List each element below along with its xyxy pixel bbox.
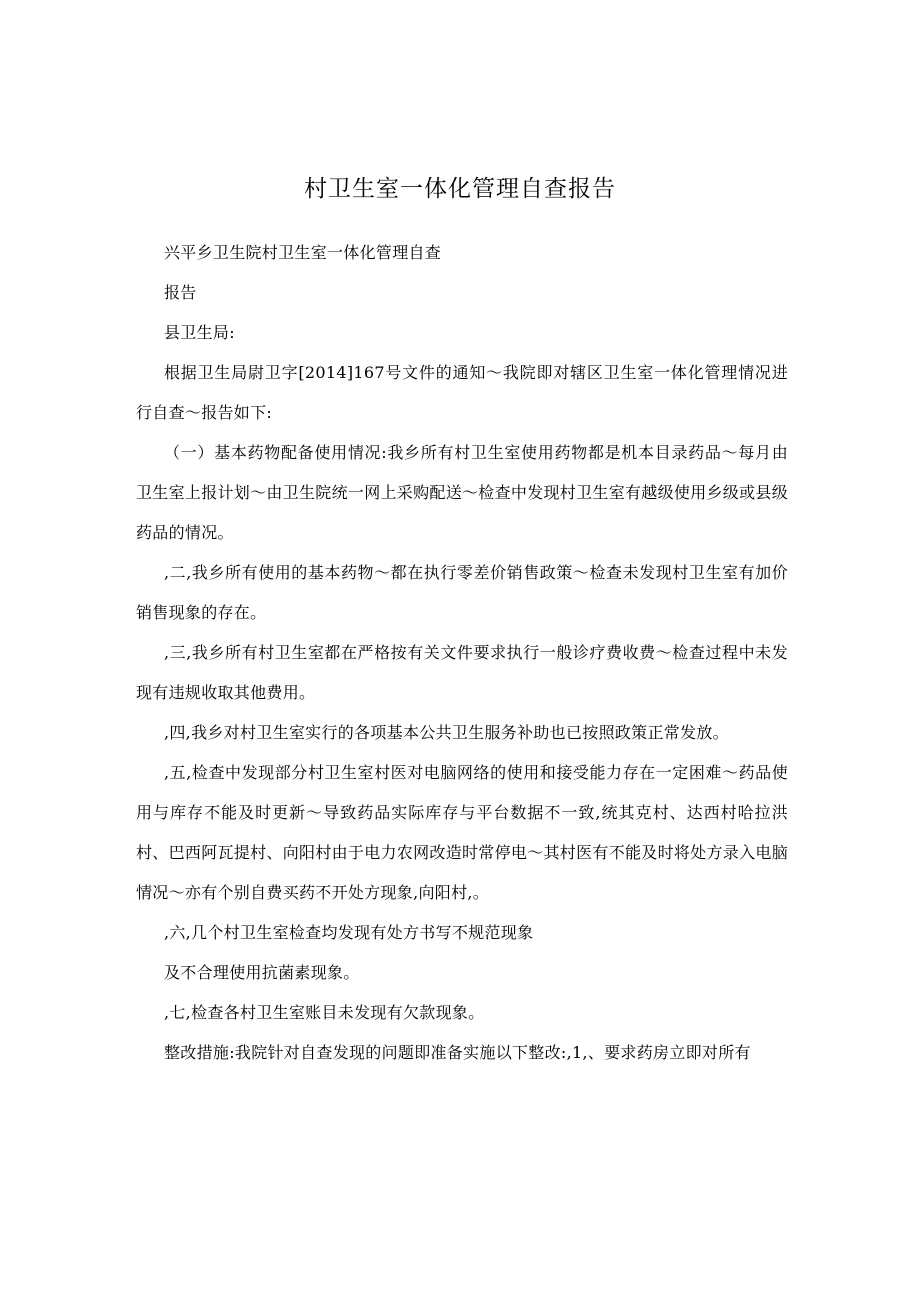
paragraph-item-7: ,七,检查各村卫生室账目未发现有欠款现象。 [164,1003,485,1022]
paragraph-item-5: ,五,检查中发现部分村卫生室村医对电脑网络的使用和接受能力存在一定困难～药品使用与库存不能及时更新～导致药品实际库存与平台数据不一致,统其克村、达西村哈拉洪村、巴西阿瓦提村、向阳村由于电力农网改造时常停电～其村医有不能及时将处方录入电脑情况～亦有个别自费买药不开处方现象,向阳村,。 [136,763,789,902]
paragraph-item-1: （一）基本药物配备使用情况:我乡所有村卫生室使用药物都是机本目录药品～每月由卫生室上报计划～由卫生院统一网上采购配送～检查中发现村卫生室有越级使用乡级或县级药品的情况。 [136,443,789,542]
paragraph-rectification: 整改措施:我院针对自查发现的问题即准备实施以下整改:,1,、要求药房立即对所有 [164,1043,751,1062]
document-body [136,233,788,1073]
paragraph-heading-report: 报告 [164,283,197,302]
document-title: 村卫生室一体化管理自查报告 [304,176,616,202]
paragraph-item-6-continued: 及不合理使用抗菌素现象。 [164,963,360,982]
paragraph-item-6: ,六,几个村卫生室检查均发现有处方书写不规范现象 [164,923,534,942]
paragraph-item-4: ,四,我乡对村卫生室实行的各项基本公共卫生服务补助也已按照政策正常发放。 [164,723,729,742]
paragraph-intro: 根据卫生局尉卫字[2014]167号文件的通知～我院即对辖区卫生室一体化管理情况进行自查～报告如下: [136,363,788,422]
paragraph-addressee: 县卫生局: [164,323,235,342]
paragraph-heading-line: 兴平乡卫生院村卫生室一体化管理自查 [164,243,442,262]
paragraph-item-2: ,二,我乡所有使用的基本药物～都在执行零差价销售政策～检查未发现村卫生室有加价销售现象的存在。 [136,563,788,622]
paragraph-item-3: ,三,我乡所有村卫生室都在严格按有关文件要求执行一般诊疗费收费～检查过程中未发现有违规收取其他费用。 [136,643,788,702]
